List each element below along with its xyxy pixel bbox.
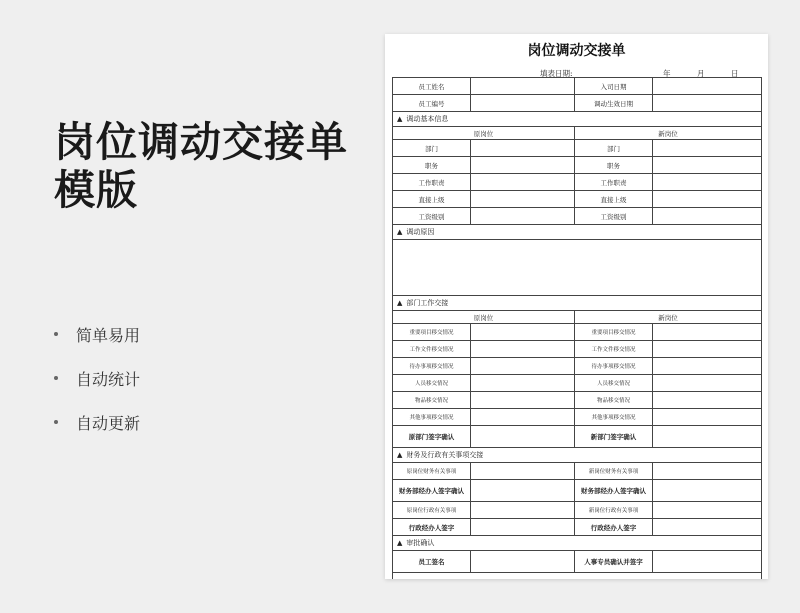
employee-name-field[interactable] xyxy=(471,78,575,95)
row-label: 重要项目移交情况 xyxy=(393,324,471,341)
table-row xyxy=(393,191,762,208)
table-row xyxy=(393,375,762,392)
table-row xyxy=(393,358,762,375)
row-label: 人员移交情况 xyxy=(393,375,471,392)
input-cell[interactable] xyxy=(471,392,575,409)
employee-name-label: 员工姓名 xyxy=(393,78,471,95)
input-cell[interactable] xyxy=(471,409,575,426)
row-label: 其他事项移交情况 xyxy=(575,409,653,426)
row-label: 财务部经办人签字确认 xyxy=(393,480,471,502)
input-cell[interactable] xyxy=(653,324,762,341)
new-post-header: 新岗位 xyxy=(575,127,762,140)
old-post-header: 原岗位 xyxy=(393,311,575,324)
row-label: 新岗位行政有关事项 xyxy=(575,502,653,519)
join-date-label: 入司日期 xyxy=(575,78,653,95)
row-label: 财务部经办人签字确认 xyxy=(575,480,653,502)
table-row xyxy=(393,341,762,358)
feature-label: 自动统计 xyxy=(76,369,141,389)
feature-label: 自动更新 xyxy=(76,413,141,433)
table-row xyxy=(393,140,762,157)
row-label: 工作职责 xyxy=(575,174,653,191)
row-label: 部门 xyxy=(575,140,653,157)
section-label: 调动基本信息 xyxy=(406,115,449,123)
effective-date-field[interactable] xyxy=(653,95,762,112)
triangle-icon: ▲ xyxy=(397,539,403,547)
input-cell[interactable] xyxy=(653,409,762,426)
input-cell[interactable] xyxy=(653,375,762,392)
table-row xyxy=(393,551,762,573)
old-post-header: 原岗位 xyxy=(393,127,575,140)
section-label: 调动原因 xyxy=(406,228,435,236)
input-cell[interactable] xyxy=(471,157,575,174)
signature-cell[interactable] xyxy=(471,551,575,573)
section-label: 审批确认 xyxy=(406,539,435,547)
promo-title: 岗位调动交接单模版 xyxy=(54,118,348,214)
section-label: 部门工作交接 xyxy=(406,299,449,307)
row-label: 其他事项移交情况 xyxy=(393,409,471,426)
bullet-icon xyxy=(54,332,58,336)
join-date-field[interactable] xyxy=(653,78,762,95)
row-label: 工资级别 xyxy=(575,208,653,225)
row-label: 直接上级 xyxy=(575,191,653,208)
input-cell[interactable] xyxy=(653,358,762,375)
table-row xyxy=(393,463,762,480)
year-unit: 年 xyxy=(663,69,671,78)
effective-date-label: 调动生效日期 xyxy=(575,95,653,112)
section-row xyxy=(393,112,762,127)
table-row xyxy=(393,573,762,580)
input-cell[interactable] xyxy=(471,502,575,519)
row-label: 待办事项移交情况 xyxy=(575,358,653,375)
table-row xyxy=(393,78,762,95)
section-row xyxy=(393,296,762,311)
row-label: 人员移交情况 xyxy=(575,375,653,392)
employee-id-label: 员工编号 xyxy=(393,95,471,112)
new-dept-sign-label: 新部门签字确认 xyxy=(575,426,653,448)
section-approval xyxy=(393,536,762,551)
row-label: 物品移交情况 xyxy=(393,392,471,409)
input-cell[interactable] xyxy=(653,392,762,409)
table-row xyxy=(393,311,762,324)
hr-confirm-label: 人事专员确认并签字 xyxy=(575,551,653,573)
row-label: 行政经办人签字 xyxy=(575,519,653,536)
section-reason xyxy=(393,225,762,240)
input-cell[interactable] xyxy=(471,191,575,208)
month-unit: 月 xyxy=(697,69,705,78)
signature-cell[interactable] xyxy=(653,426,762,448)
row-label: 工资级别 xyxy=(393,208,471,225)
input-cell[interactable] xyxy=(653,208,762,225)
section-dept-handover xyxy=(393,296,762,311)
row-label: 重要项目移交情况 xyxy=(575,324,653,341)
signature-cell[interactable] xyxy=(653,551,762,573)
employee-sign-label: 员工签名 xyxy=(393,551,471,573)
feature-item xyxy=(54,356,140,400)
row-label: 职务 xyxy=(393,157,471,174)
old-dept-sign-label: 原部门签字确认 xyxy=(393,426,471,448)
reason-input-area[interactable] xyxy=(393,240,762,296)
feature-list xyxy=(54,312,140,444)
section-finance-admin xyxy=(393,448,762,463)
input-cell[interactable] xyxy=(471,358,575,375)
fill-date-label: 填表日期: xyxy=(540,69,573,78)
row-label: 新岗位财务有关事项 xyxy=(575,463,653,480)
document-title: 岗位调动交接单 xyxy=(527,43,626,59)
table-row xyxy=(393,208,762,225)
input-cell[interactable] xyxy=(471,341,575,358)
table-row xyxy=(393,127,762,140)
table-row xyxy=(393,426,762,448)
input-cell[interactable] xyxy=(471,463,575,480)
input-cell[interactable] xyxy=(653,341,762,358)
table-row xyxy=(393,240,762,296)
table-row xyxy=(393,392,762,409)
section-row xyxy=(393,536,762,551)
row-label: 部门 xyxy=(393,140,471,157)
row-label: 行政经办人签字 xyxy=(393,519,471,536)
row-label: 工作文件移交情况 xyxy=(575,341,653,358)
input-cell[interactable] xyxy=(471,174,575,191)
triangle-icon: ▲ xyxy=(397,451,403,459)
section-row xyxy=(393,225,762,240)
input-cell[interactable] xyxy=(653,502,762,519)
section-row xyxy=(393,448,762,463)
input-cell[interactable] xyxy=(653,174,762,191)
input-cell[interactable] xyxy=(653,140,762,157)
input-cell[interactable] xyxy=(653,191,762,208)
table-row xyxy=(393,95,762,112)
table-row xyxy=(393,519,762,536)
input-cell[interactable] xyxy=(471,375,575,392)
new-post-header: 新岗位 xyxy=(575,311,762,324)
triangle-icon: ▲ xyxy=(397,228,403,236)
table-row xyxy=(393,480,762,502)
document-page xyxy=(385,34,768,579)
triangle-icon: ▲ xyxy=(397,115,403,123)
feature-item xyxy=(54,400,140,444)
row-label: 工作文件移交情况 xyxy=(393,341,471,358)
day-unit: 日 xyxy=(731,69,739,78)
feature-item xyxy=(54,312,140,356)
row-label: 物品移交情况 xyxy=(575,392,653,409)
signature-cell[interactable] xyxy=(653,480,762,502)
triangle-icon: ▲ xyxy=(397,299,403,307)
trailing-row xyxy=(393,573,762,580)
input-cell[interactable] xyxy=(653,157,762,174)
row-label: 原岗位行政有关事项 xyxy=(393,502,471,519)
row-label: 职务 xyxy=(575,157,653,174)
section-basic-info xyxy=(393,112,762,127)
signature-cell[interactable] xyxy=(471,519,575,536)
input-cell[interactable] xyxy=(471,208,575,225)
handover-form-table xyxy=(392,77,762,579)
row-label: 直接上级 xyxy=(393,191,471,208)
feature-label: 简单易用 xyxy=(76,325,141,345)
bullet-icon xyxy=(54,420,58,424)
row-label: 工作职责 xyxy=(393,174,471,191)
signature-cell[interactable] xyxy=(471,480,575,502)
section-label: 财务及行政有关事项交接 xyxy=(406,451,484,459)
input-cell[interactable] xyxy=(471,140,575,157)
row-label: 待办事项移交情况 xyxy=(393,358,471,375)
bullet-icon xyxy=(54,376,58,380)
input-cell[interactable] xyxy=(471,324,575,341)
signature-cell[interactable] xyxy=(471,426,575,448)
employee-id-field[interactable] xyxy=(471,95,575,112)
signature-cell[interactable] xyxy=(653,519,762,536)
table-row xyxy=(393,409,762,426)
table-row xyxy=(393,502,762,519)
table-row xyxy=(393,174,762,191)
input-cell[interactable] xyxy=(653,463,762,480)
row-label: 原岗位财务有关事项 xyxy=(393,463,471,480)
table-row xyxy=(393,324,762,341)
table-row xyxy=(393,157,762,174)
